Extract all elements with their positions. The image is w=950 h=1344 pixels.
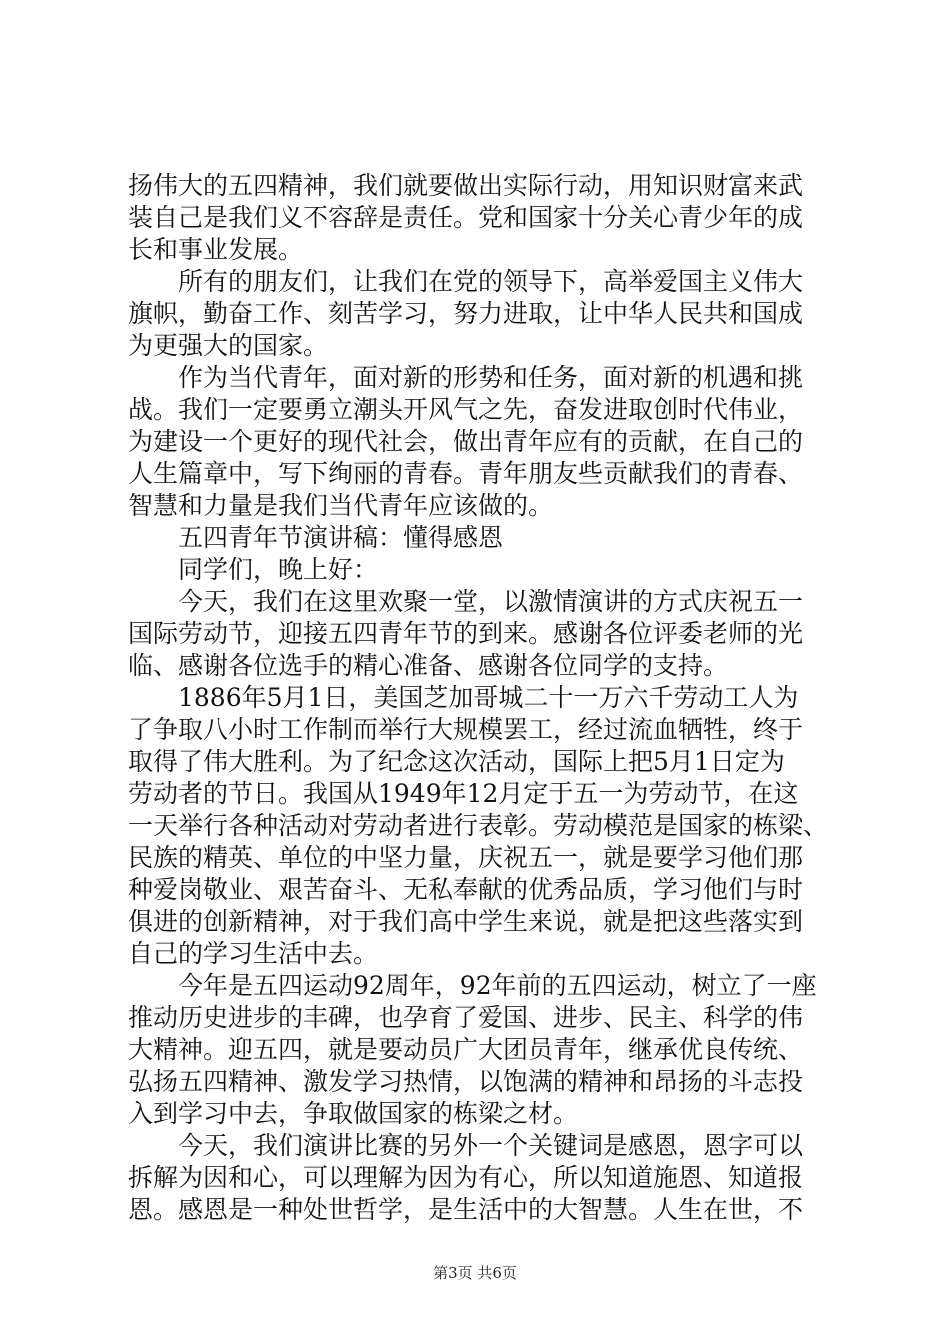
text-line: 长和事业发展。	[128, 235, 304, 264]
text-line: 人生篇章中，写下绚丽的青春。青年朋友些贡献我们的青春、	[128, 459, 804, 488]
text-line: 恩。感恩是一种处世哲学，是生活中的大智慧。人生在世，不	[128, 1195, 804, 1224]
text-line: 1886年5月1日，美国芝加哥城二十一万六千劳动工人为	[178, 683, 799, 712]
text-line: 扬伟大的五四精神，我们就要做出实际行动，用知识财富来武	[128, 171, 804, 200]
text-line: 民族的精英、单位的中坚力量，庆祝五一，就是要学习他们那	[128, 843, 804, 872]
page-number-footer: 第3页 共6页	[433, 1264, 517, 1282]
text-line: 自己的学习生活中去。	[128, 939, 379, 968]
text-line: 推动历史进步的丰碑，也孕育了爱国、进步、民主、科学的伟	[128, 1003, 804, 1032]
text-line: 今天，我们演讲比赛的另外一个关键词是感恩，恩字可以	[178, 1131, 804, 1160]
text-line: 取得了伟大胜利。为了纪念这次活动，国际上把5月1日定为	[128, 747, 785, 776]
text-line: 一天举行各种活动对劳动者进行表彰。劳动模范是国家的栋梁、	[128, 811, 828, 840]
text-line: 种爱岗敬业、艰苦奋斗、无私奉献的优秀品质，学习他们与时	[128, 875, 804, 904]
text-line: 今年是五四运动92周年，92年前的五四运动，树立了一座	[178, 971, 817, 1000]
text-line: 大精神。迎五四，就是要动员广大团员青年，继承优良传统、	[128, 1035, 804, 1064]
text-line: 入到学习中去，争取做国家的栋梁之材。	[128, 1099, 579, 1128]
text-line: 所有的朋友们，让我们在党的领导下，高举爱国主义伟大	[178, 267, 804, 296]
text-line: 了争取八小时工作制而举行大规模罢工，经过流血牺牲，终于	[128, 715, 804, 744]
text-line: 弘扬五四精神、激发学习热情，以饱满的精神和昂扬的斗志投	[128, 1067, 804, 1096]
text-line: 战。我们一定要勇立潮头开风气之先，奋发进取创时代伟业，	[128, 395, 804, 424]
text-line: 为更强大的国家。	[128, 331, 329, 360]
text-line: 拆解为因和心，可以理解为因为有心，所以知道施恩、知道报	[128, 1163, 804, 1192]
text-line: 国际劳动节，迎接五四青年节的到来。感谢各位评委老师的光	[128, 619, 804, 648]
section-heading: 五四青年节演讲稿：懂得感恩	[178, 523, 504, 552]
text-line: 俱进的创新精神，对于我们高中学生来说，就是把这些落实到	[128, 907, 804, 936]
text-line: 临、感谢各位选手的精心准备、感谢各位同学的支持。	[128, 651, 729, 680]
document-body	[128, 170, 828, 1226]
text-line: 旗帜，勤奋工作、刻苦学习，努力进取，让中华人民共和国成	[128, 299, 804, 328]
text-line: 智慧和力量是我们当代青年应该做的。	[128, 491, 554, 520]
salutation: 同学们，晚上好：	[178, 555, 379, 584]
text-line: 劳动者的节日。我国从1949年12月定于五一为劳动节，在这	[128, 779, 799, 808]
text-line: 作为当代青年，面对新的形势和任务，面对新的机遇和挑	[178, 363, 804, 392]
text-line: 装自己是我们义不容辞是责任。党和国家十分关心青少年的成	[128, 203, 804, 232]
text-line: 今天，我们在这里欢聚一堂，以激情演讲的方式庆祝五一	[178, 587, 804, 616]
text-line: 为建设一个更好的现代社会，做出青年应有的贡献，在自己的	[128, 427, 804, 456]
